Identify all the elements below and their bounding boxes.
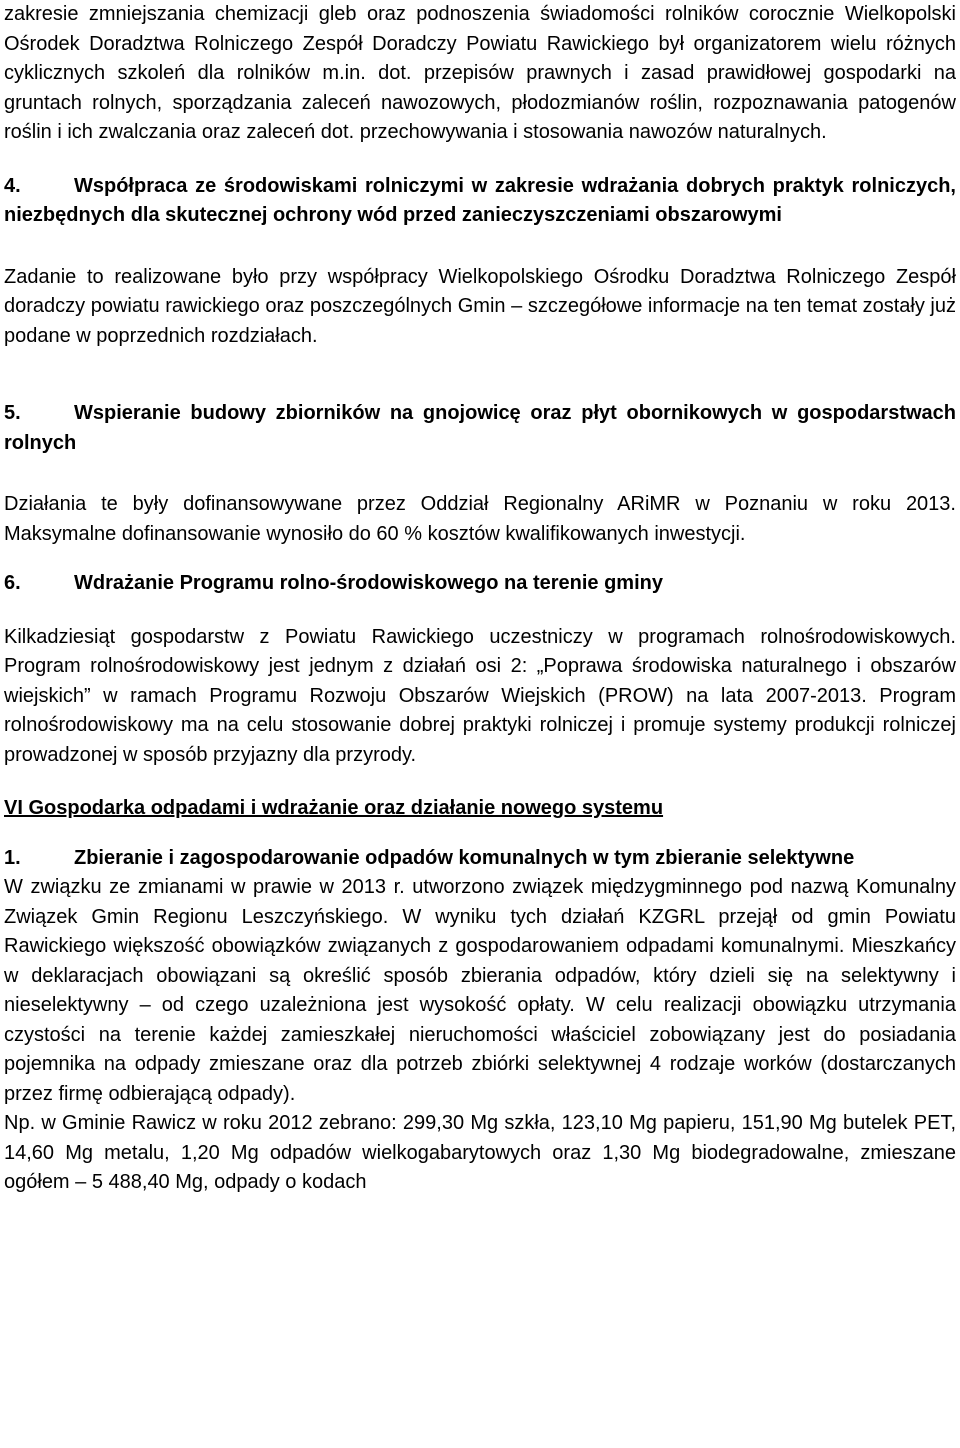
spacer [4, 231, 956, 263]
paragraph-1: W związku ze zmianami w prawie w 2013 r. utworzono związek międzygminnego pod nazwą Komunalny Związek Gmin Regionu Leszczyńskiego. W wyniku tych działań KZGRL przejął od gmin Powiatu Rawickiego większość obowiązków związanych z gospodarowaniem odpadami komunalnymi. Mieszkańcy w deklaracjach obowiązani są określić sposób zbierania odpadów, który dzieli się na selektywny i nieselektywny – od czego uzależniona jest wysokość opłaty. W celu realizacji obowiązku utrzymania czystości na terenie każdej zamieszkałej nieruchomości właściciel zobowiązany jest do posiadania pojemnika na odpady zmieszane oraz dla potrzeb zbiórki selektywnej 4 rodzaje worków (dostarczanych przez firmę odbierającą odpady). [4, 876, 956, 1105]
spacer [4, 458, 956, 490]
heading-6-text: Wdrażanie Programu rolno-środowiskowego na terenie gminy [74, 572, 663, 594]
paragraph-6: Kilkadziesiąt gospodarstw z Powiatu Rawickiego uczestniczy w programach rolnośrodowiskowych. Program rolnośrodowiskowy jest jednym z działań osi 2: „Poprawa środowiska naturalnego i obszarów wiejskich” w ramach Programu Rozwoju Obszarów Wiejskich (PROW) na lata 2007-2013. Program rolnośrodowiskowy ma na celu stosowanie dobrej praktyki rolniczej i promuje systemy produkcji rolniczej prowadzonej w sposób przyjazny dla przyrody. [4, 625, 956, 766]
heading-4-text: Współpraca ze środowiskami rolniczymi w zakresie wdrażania dobrych praktyk rolniczych, niezbędnych dla skutecznej ochrony wód przed zanieczyszczeniami obszarowymi [4, 174, 956, 226]
section-vi-title: VI Gospodarka odpadami i wdrażanie oraz działanie nowego systemu [4, 797, 664, 819]
spacer [4, 770, 956, 794]
heading-4-number: 4. [4, 174, 21, 197]
spacer [4, 599, 956, 623]
spacer [4, 549, 956, 569]
paragraph-4: Zadanie to realizowane było przy współpracy Wielkopolskiego Ośrodku Doradztwa Rolniczego Zespół doradczy powiatu rawickiego oraz poszczególnych Gmin – szczegółowe informacje na ten temat zostały już podane w poprzednich rozdziałach. [4, 265, 956, 347]
heading-6-number: 6. [4, 572, 21, 594]
intro-paragraph: zakresie zmniejszania chemizacji gleb oraz podnoszenia świadomości rolników corocznie Wielkopolski Ośrodek Doradztwa Rolniczego Zespół Doradczy Powiatu Rawickiego był organizatorem wielu różnych cyklicznych szkoleń dla rolników m.in. dot. przepisów prawnych i zasad prawidłowej gospodarki na gruntach rolnych, sporządzania zaleceń nawozowych, płodozmianów roślin, rozpoznawania patogenów roślin i ich zwalczania oraz zaleceń dot. przechowywania i stosowania nawozów naturalnych. [4, 3, 956, 143]
heading-5-number: 5. [4, 402, 21, 424]
heading-1-text: Zbieranie i zagospodarowanie odpadów komunalnych w tym zbieranie selektywne [74, 846, 855, 869]
paragraph-5: Działania te były dofinansowywane przez Oddział Regionalny ARiMR w Poznaniu w roku 2013. Maksymalne dofinansowanie wynosiło do 60 % kosztów kwalifikowanych inwestycji. [4, 493, 956, 545]
paragraph-np: Np. w Gminie Rawicz w roku 2012 zebrano: 299,30 Mg szkła, 123,10 Mg papieru, 151,90 Mg butelek PET, 14,60 Mg metalu, 1,20 Mg odpadów wielkogabarytowych oraz 1,30 Mg biodegradowalne, zmieszane ogółem – 5 488,40 Mg, odpady o kodach [4, 1112, 956, 1193]
heading-5 [4, 399, 956, 458]
heading-5-text: Wspieranie budowy zbiorników na gnojowicę oraz płyt obornikowych w gospodarstwach rolnych [4, 402, 956, 454]
heading-1 [4, 844, 956, 874]
heading-6 [4, 569, 956, 599]
heading-4 [4, 172, 956, 231]
spacer [4, 148, 956, 172]
spacer [4, 351, 956, 399]
spacer [4, 824, 956, 844]
heading-1-number: 1. [4, 846, 21, 869]
